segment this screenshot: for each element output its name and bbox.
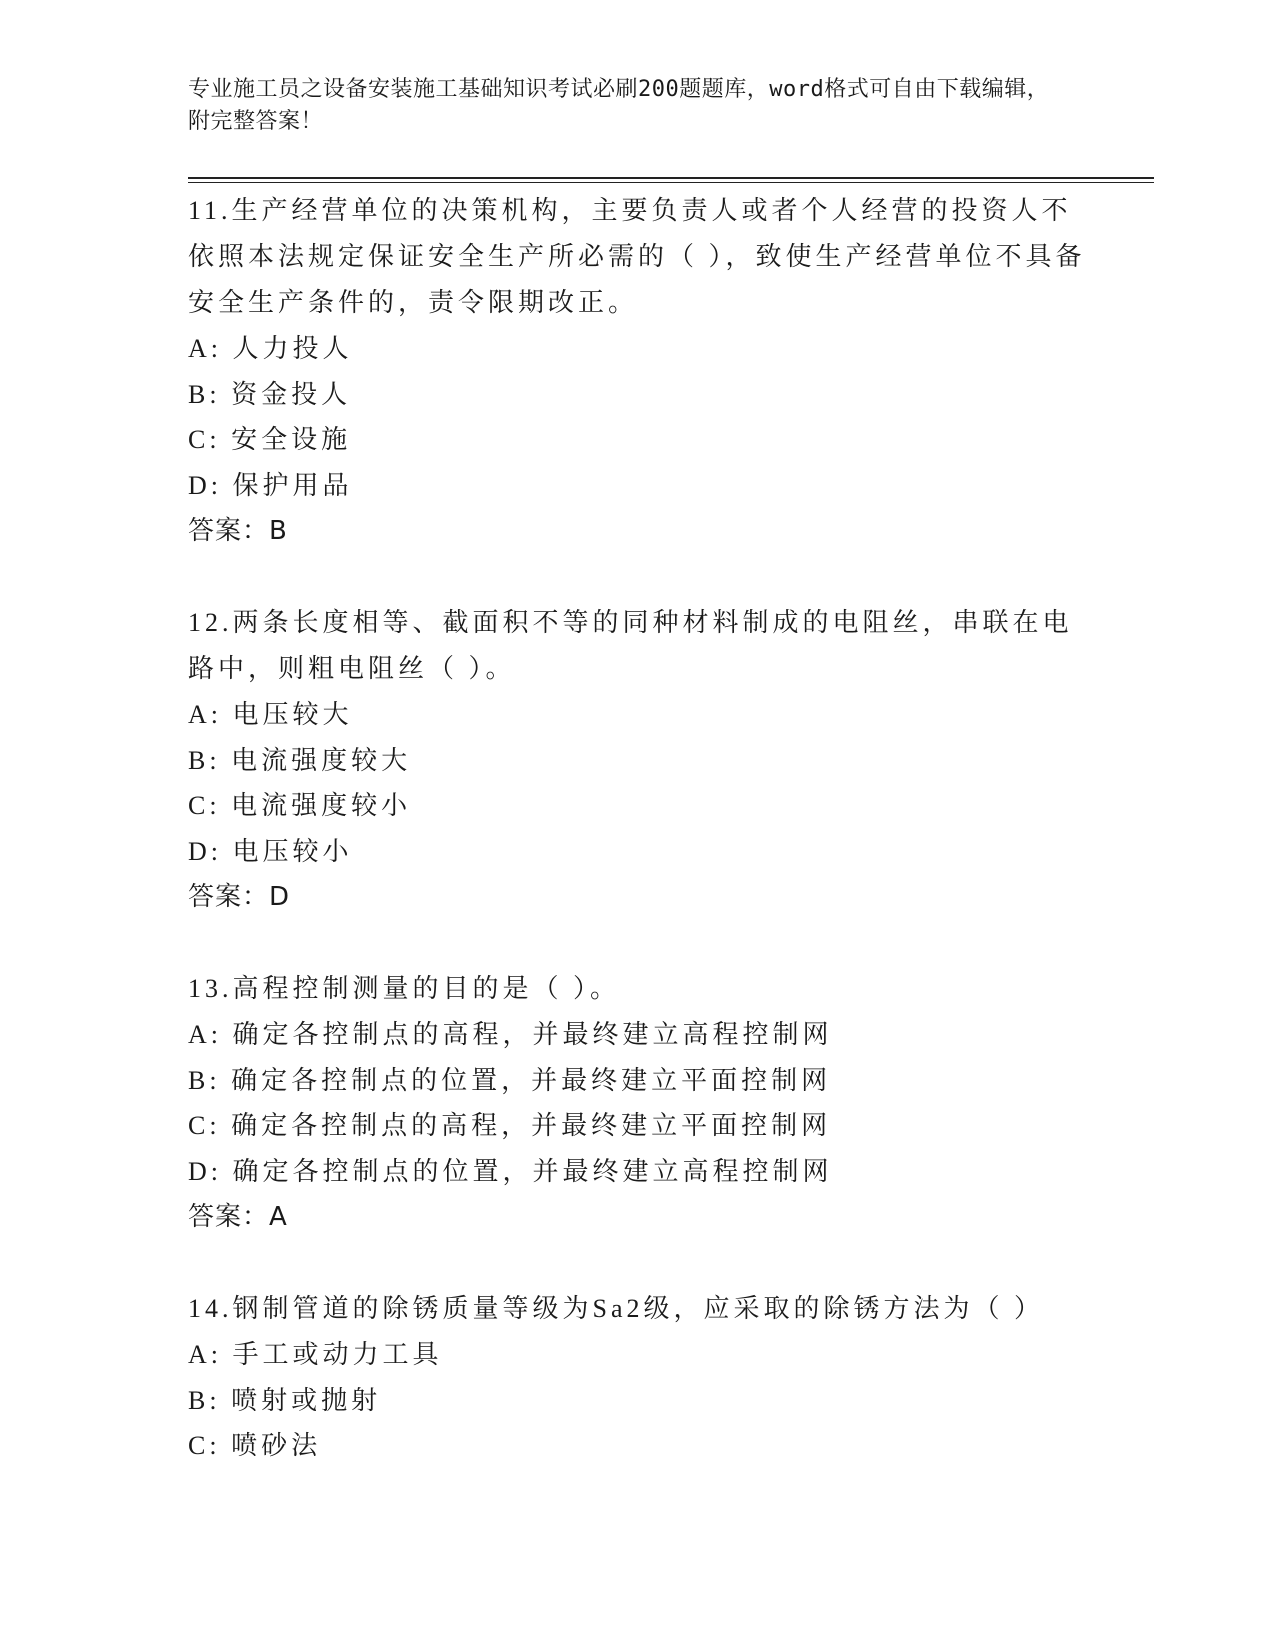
option-c: C: 安全设施 (188, 425, 352, 454)
option-b: B: 电流强度较大 (188, 745, 412, 775)
option-c: C: 确定各控制点的高程，并最终建立平面控制网 (188, 1111, 832, 1140)
answer: 答案：A (188, 1202, 288, 1232)
header-divider (188, 177, 1154, 179)
option-c: C: 电流强度较小 (188, 791, 412, 820)
question-text: 11.生产经营单位的决策机构，主要负责人或者个人经营的投资人不依照本法规定保证安全生产所必需的（ ），致使生产经营单位不具备安全生产条件的，责令限期改正。 (188, 196, 1086, 317)
answer: 答案：B (188, 516, 288, 546)
option-d: D: 确定各控制点的位置，并最终建立高程控制网 (188, 1156, 833, 1186)
question-text: 13.高程控制测量的目的是（ ）。 (188, 974, 621, 1003)
option-d: D: 电压较小 (188, 836, 353, 866)
option-a: A: 手工或动力工具 (188, 1340, 443, 1369)
question-list (188, 188, 1088, 1515)
question-13 (188, 966, 1088, 1240)
option-a: A: 确定各控制点的高程，并最终建立高程控制网 (188, 1020, 833, 1049)
option-b: B: 喷射或抛射 (188, 1385, 382, 1415)
document-title: 专业施工员之设备安装施工基础知识考试必刷200题题库，word格式可自由下载编辑，附完整答案！ (188, 77, 1050, 134)
question-12 (188, 600, 1088, 920)
header-divider-thin (188, 182, 1154, 183)
answer: 答案：D (188, 882, 291, 912)
document-header (188, 74, 1068, 138)
option-d: D: 保护用品 (188, 470, 353, 500)
option-b: B: 确定各控制点的位置，并最终建立平面控制网 (188, 1065, 832, 1095)
option-a: A: 电压较大 (188, 700, 353, 729)
option-c: C: 喷砂法 (188, 1431, 322, 1460)
question-text: 12.两条长度相等、截面积不等的同种材料制成的电阻丝，串联在电路中，则粗电阻丝（ ）。 (188, 608, 1073, 683)
option-a: A: 人力投人 (188, 334, 353, 363)
question-11 (188, 188, 1088, 554)
option-b: B: 资金投人 (188, 379, 352, 409)
question-text: 14.钢制管道的除锈质量等级为Sa2级，应采取的除锈方法为（ ） (188, 1294, 1045, 1323)
question-14 (188, 1286, 1088, 1469)
